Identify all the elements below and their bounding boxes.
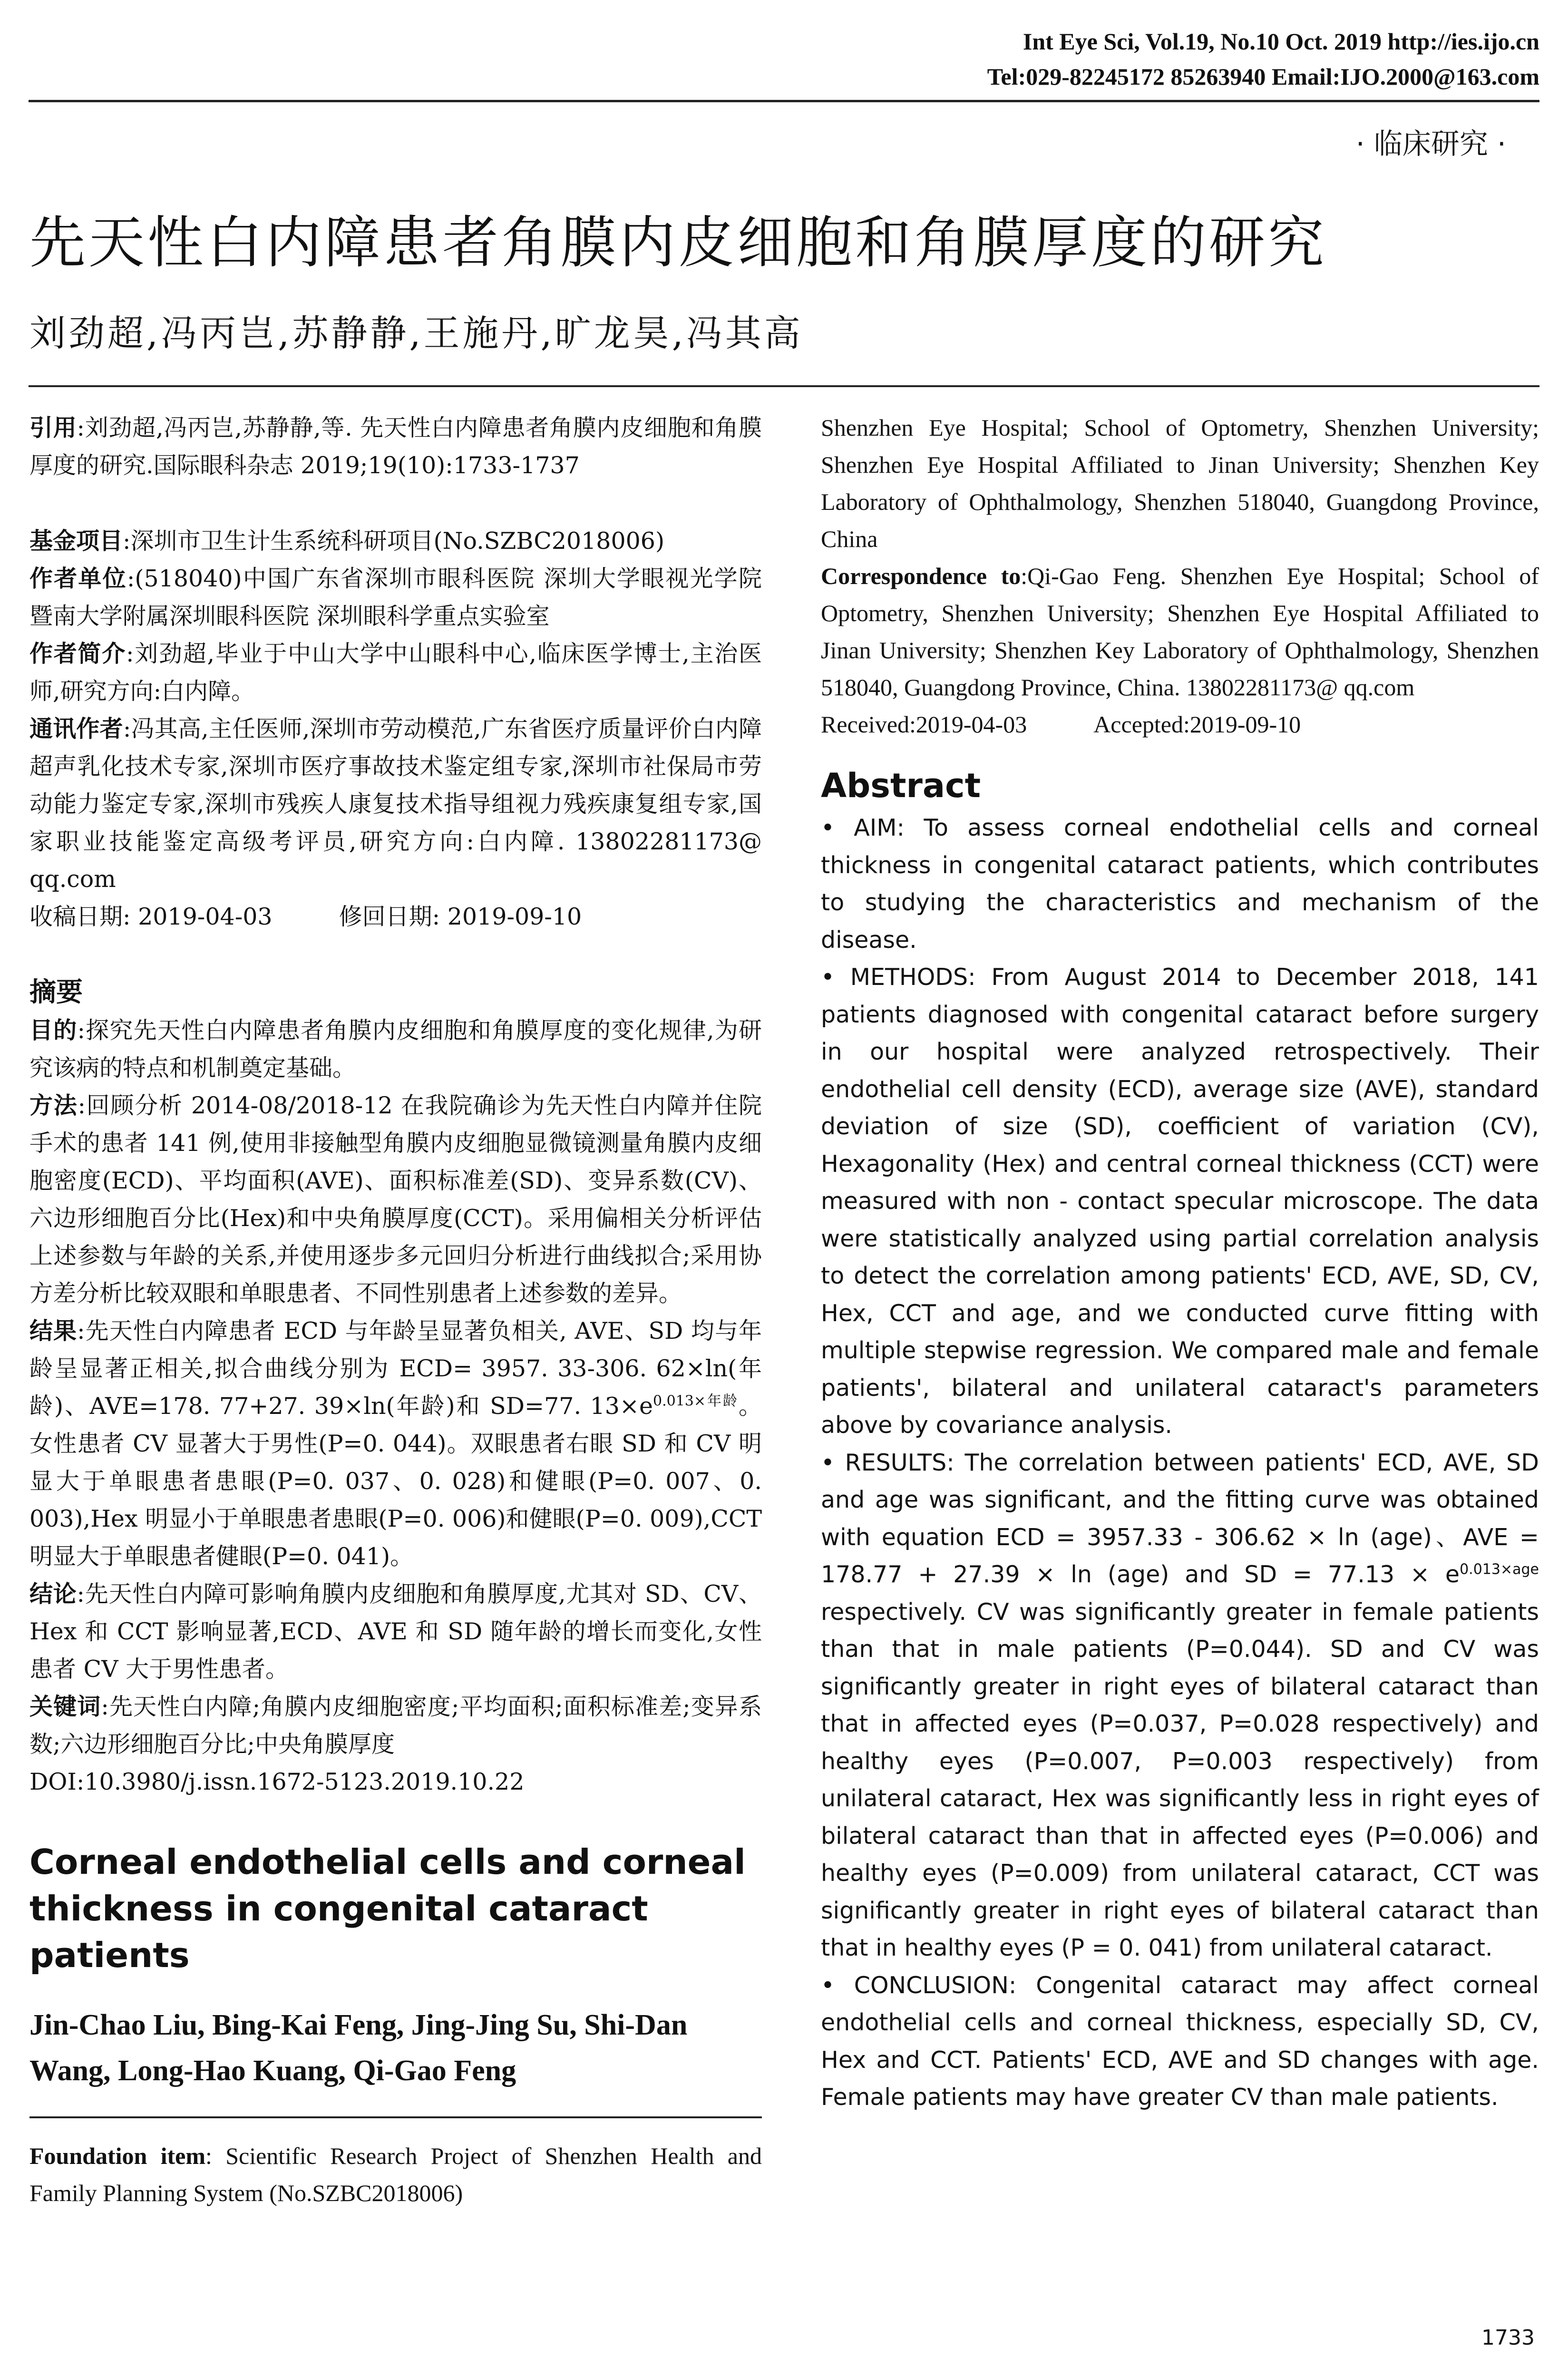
revised-date: 修回日期: 2019-09-10 — [339, 903, 582, 930]
left-column — [29, 409, 762, 2211]
abstract-cn-heading: 摘要 — [29, 977, 83, 1008]
conclusion-label: 结论 — [29, 1580, 77, 1607]
unit-text: :(518040)中国广东省深圳市眼科医院 深圳大学眼视光学院 暨南大学附属深圳眼科医院 深圳眼科学重点实验室 — [29, 565, 762, 630]
journal-info-line: Int Eye Sci, Vol.19, No.10 Oct. 2019 http://ies.ijo.cn — [1023, 28, 1539, 55]
author-bio — [29, 635, 762, 710]
results-en-b: respectively. CV was significantly greater in female patients than that in male patients (P=0.044). SD and CV was significantly greater in right eyes of bilateral cataract than that in affected eyes (P=0.037, P=0.028 respectively) and healthy eyes (P=0.007, P=0.003 respectively) from unilateral cataract, Hex was significantly less in right eyes of bilateral cataract than that in affected eyes (P=0.006) and healthy eyes (P=0.009) from unilateral cataract, CCT was significantly greater in right eyes of bilateral cataract than that in healthy eyes (P = 0. 041) from unilateral cataract. — [821, 1598, 1539, 1961]
correspondence-label: Correspondence to — [821, 563, 1021, 589]
results-label: 结果 — [29, 1317, 78, 1344]
results-en-superscript: 0.013×age — [1460, 1561, 1539, 1578]
keywords-label: 关键词 — [29, 1693, 101, 1720]
journal-header — [29, 19, 1539, 102]
foundation-item — [29, 2137, 762, 2211]
corr-label: 通讯作者 — [29, 715, 123, 742]
divider — [29, 385, 1539, 387]
dates-en — [821, 706, 1539, 743]
right-column — [821, 409, 1539, 2116]
results-en-a: • RESULTS: The correlation between patients' ECD, AVE, SD and age was significant, and the fitting curve was obtained with equation ECD = 3957.33 - 306.62 × ln (age)、AVE = 178.77 + 27.39 × ln (age) and SD = 77.13 × e — [821, 1449, 1539, 1588]
bio-text: :刘劲超,毕业于中山大学中山眼科中心,临床医学博士,主治医师,研究方向:白内障。 — [29, 640, 762, 705]
correspondence-text: :Qi-Gao Feng. Shenzhen Eye Hospital; School of Optometry, Shenzhen University; Shenzhen Eye Hospital Affiliated to Jinan University; Shenzhen Key Laboratory of Ophthalmology, Shenzhen 518040, Guangdong Province, China. 13802281173@ qq.com — [821, 563, 1539, 701]
corresponding-author — [29, 710, 762, 898]
english-authors: Jin-Chao Liu, Bing-Kai Feng, Jing-Jing Su, Shi-Dan Wang, Long-Hao Kuang, Qi-Gao Feng — [29, 2009, 688, 2087]
author-unit — [29, 560, 762, 635]
abstract-en-results — [821, 1444, 1539, 1967]
abstract-en-conclusion: • CONCLUSION: Congenital cataract may affect corneal endothelial cells and corneal thickness, especially SD, CV, Hex and CCT. Patients' ECD, AVE and SD changes with age. Female patients may have greater CV than male patients. — [821, 1971, 1539, 2111]
aim-text: :探究先天性白内障患者角膜内皮细胞和角膜厚度的变化规律,为研究该病的特点和机制奠定基础。 — [29, 1017, 762, 1081]
citation — [29, 409, 762, 484]
correspondence-en — [821, 557, 1539, 706]
foundation-text: : Scientific Research Project of Shenzhen Health and Family Planning System (No.SZBC2018006) — [29, 2143, 762, 2206]
aim-label: 目的 — [29, 1017, 78, 1044]
page-title: 先天性白内障患者角膜内皮细胞和角膜厚度的研究 — [29, 210, 1327, 275]
page-number: 1733 — [1481, 2326, 1535, 2350]
author-list: 刘劲超,冯丙岂,苏静静,王施丹,旷龙昊,冯其高 — [29, 312, 803, 354]
bio-label: 作者简介 — [29, 640, 126, 667]
corr-text: :冯其高,主任医师,深圳市劳动模范,广东省医疗质量评价白内障超声乳化技术专家,深圳市医疗事故技术鉴定组专家,深圳市社保局市劳动能力鉴定专家,深圳市残疾人康复技术指导组视力残疾康复组专家,国家职业技能鉴定高级考评员,研究方向:白内障. 13802281173@ qq.com — [29, 715, 762, 893]
abstract-cn-conclusion — [29, 1575, 762, 1688]
results-superscript: 0.013×年龄 — [653, 1393, 739, 1410]
dates-cn — [29, 898, 762, 935]
results-text-a: :先天性白内障患者 ECD 与年龄呈显著负相关, AVE、SD 均与年龄呈显著正相关,拟合曲线分别为 ECD= 3957. 33-306. 62×ln(年龄)、AVE=178. 77+27. 39×ln(年龄)和 SD=77. 13×e — [29, 1317, 762, 1420]
journal-contact-line: Tel:029-82245172 85263940 Email:IJO.2000@163.com — [987, 63, 1539, 90]
methods-text: :回顾分析 2014-08/2018-12 在我院确诊为先天性白内障并住院手术的患者 141 例,使用非接触型角膜内皮细胞显微镜测量角膜内皮细胞密度(ECD)、平均面积(AVE)、面积标准差(SD)、变异系数(CV)、六边形细胞百分比(Hex)和中央角膜厚度(CCT)。采用偏相关分析评估上述参数与年龄的关系,并使用逐步多元回归分析进行曲线拟合;采用协方差分析比较双眼和单眼患者、不同性别患者上述参数的差异。 — [29, 1092, 762, 1307]
keywords-cn — [29, 1688, 762, 1763]
accepted-date-en: Accepted:2019-09-10 — [1093, 711, 1301, 738]
methods-label: 方法 — [29, 1092, 78, 1119]
received-date: 收稿日期: 2019-04-03 — [29, 903, 273, 930]
abstract-cn-aim — [29, 1012, 762, 1087]
abstract-en-heading: Abstract — [821, 766, 981, 805]
conclusion-text: :先天性白内障可影响角膜内皮细胞和角膜厚度,尤其对 SD、CV、Hex 和 CCT 影响显著,ECD、AVE 和 SD 随年龄的增长而变化,女性患者 CV 大于男性患者。 — [29, 1580, 762, 1683]
results-text-b: 。女性患者 CV 显著大于男性(P=0. 044)。双眼患者右眼 SD 和 CV 明显大于单眼患者患眼(P=0. 037、0. 028)和健眼(P=0. 007、0. 003),Hex 明显小于单眼患者患眼(P=0. 006)和健眼(P=0. 009),CCT 明显大于单眼患者健眼(P=0. 041)。 — [29, 1393, 762, 1570]
abstract-en-aim: • AIM: To assess corneal endothelial cells and corneal thickness in congenital cataract patients, which contributes to studying the characteristics and mechanism of the disease. — [821, 814, 1539, 954]
abstract-cn-methods — [29, 1087, 762, 1312]
doi: DOI:10.3980/j.issn.1672-5123.2019.10.22 — [29, 1768, 525, 1795]
citation-text: :刘劲超,冯丙岂,苏静静,等. 先天性白内障患者角膜内皮细胞和角膜厚度的研究.国际眼科杂志 2019;19(10):1733-1737 — [29, 414, 762, 479]
received-date-en: Received:2019-04-03 — [821, 711, 1027, 738]
unit-label: 作者单位 — [29, 565, 127, 592]
fund-info — [29, 522, 762, 560]
foundation-label: Foundation item — [29, 2143, 206, 2169]
affiliation-en: Shenzhen Eye Hospital; School of Optometry, Shenzhen University; Shenzhen Eye Hospital Affiliated to Jinan University; Shenzhen Key Laboratory of Ophthalmology, Shenzhen 518040, Guangdong Province, China — [821, 414, 1539, 552]
fund-text: :深圳市卫生计生系统科研项目(No.SZBC2018006) — [123, 527, 665, 555]
keywords-text: :先天性白内障;角膜内皮细胞密度;平均面积;面积标准差;变异系数;六边形细胞百分比;中央角膜厚度 — [29, 1693, 762, 1758]
abstract-cn-results — [29, 1312, 762, 1575]
fund-label: 基金项目 — [29, 527, 123, 555]
column-tag: · 临床研究 · — [1355, 127, 1506, 161]
english-title: Corneal endothelial cells and corneal thickness in congenital cataract patients — [29, 1842, 746, 1975]
citation-label: 引用 — [29, 414, 77, 441]
divider — [29, 2116, 762, 2118]
abstract-en-methods: • METHODS: From August 2014 to December 2018, 141 patients diagnosed with congenital cataract before surgery in our hospital were analyzed retrospectively. Their endothelial cell density (ECD), average size (AVE), standard deviation of size (SD), coefficient of variation (CV), Hexagonality (Hex) and central corneal thickness (CCT) were measured with non - contact specular microscope. The data were statistically analyzed using partial correlation analysis to detect the correlation among patients' ECD, AVE, SD, CV, Hex, CCT and age, and we conducted curve fitting with multiple stepwise regression. We compared male and female patients', bilateral and unilateral cataract's parameters above by covariance analysis. — [821, 964, 1539, 1439]
